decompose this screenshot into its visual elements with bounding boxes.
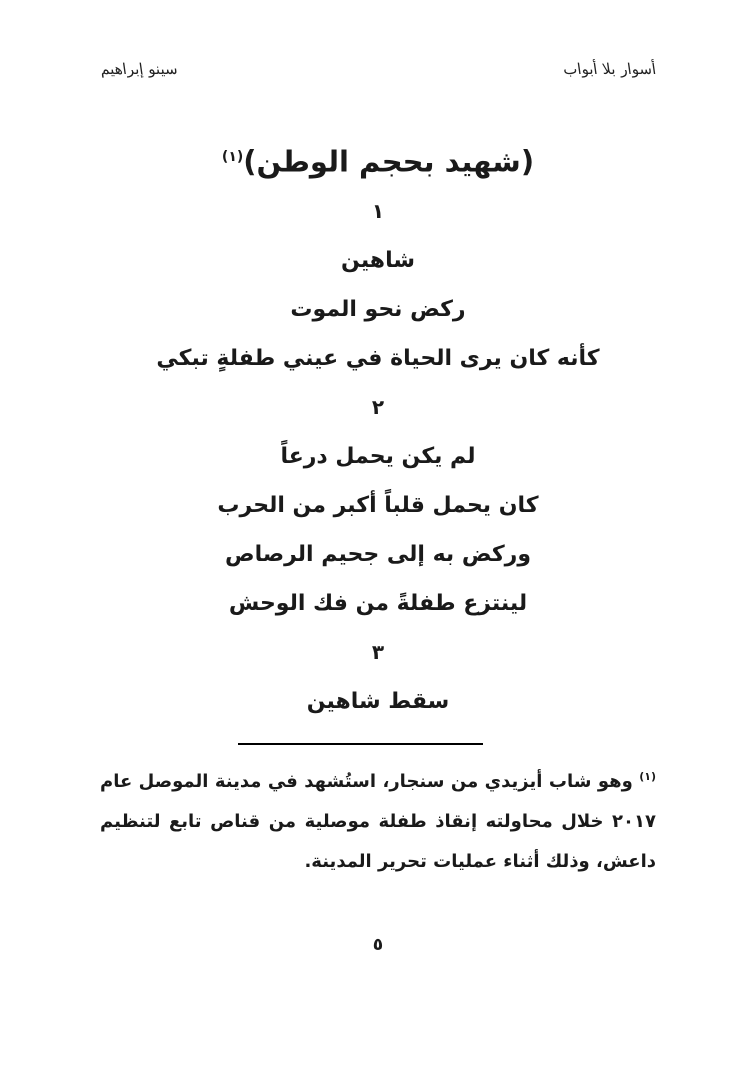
footnote-marker: (١)	[639, 770, 656, 783]
poem-line: شاهين	[341, 247, 415, 273]
poem-line: ركض نحو الموت	[290, 296, 466, 322]
poem-line: كأنه كان يرى الحياة في عيني طفلةٍ تبكي	[156, 345, 600, 371]
header-author-name: سينو إبراهيم	[98, 60, 179, 78]
poem-title	[100, 133, 656, 187]
poem-line: كان يحمل قلباً أكبر من الحرب	[217, 492, 539, 518]
footnote	[100, 757, 656, 882]
footnote-divider	[238, 743, 483, 745]
stanza-number-3: ٣	[371, 639, 385, 664]
poem-line: لم يكن يحمل درعاً	[280, 443, 476, 469]
stanza-number-2: ٢	[371, 394, 385, 419]
poem-line: لينتزع طفلةً من فك الوحش	[228, 590, 528, 616]
title-footnote-marker: (١)	[221, 149, 244, 165]
running-header	[100, 60, 656, 78]
poem-line: وركض به إلى جحيم الرصاص	[225, 541, 531, 567]
poem-title-text: (شهيد بحجم الوطن)	[243, 144, 535, 179]
stanza-number-1: ١	[371, 198, 385, 223]
poem-body	[100, 133, 656, 726]
page-number: ٥	[372, 935, 384, 955]
footnote-text: وهو شاب أيزيدي من سنجار، استُشهد في مدينة الموصل عام ٢٠١٧ خلال محاولته إنقاذ طفلة موصلية من قناص تابع لتنظيم داعش، وذلك أثناء عمليات تحرير المدينة.	[100, 771, 656, 872]
header-book-title: أسوار بلا أبواب	[561, 60, 658, 78]
poem-line: سقط شاهين	[306, 688, 450, 714]
